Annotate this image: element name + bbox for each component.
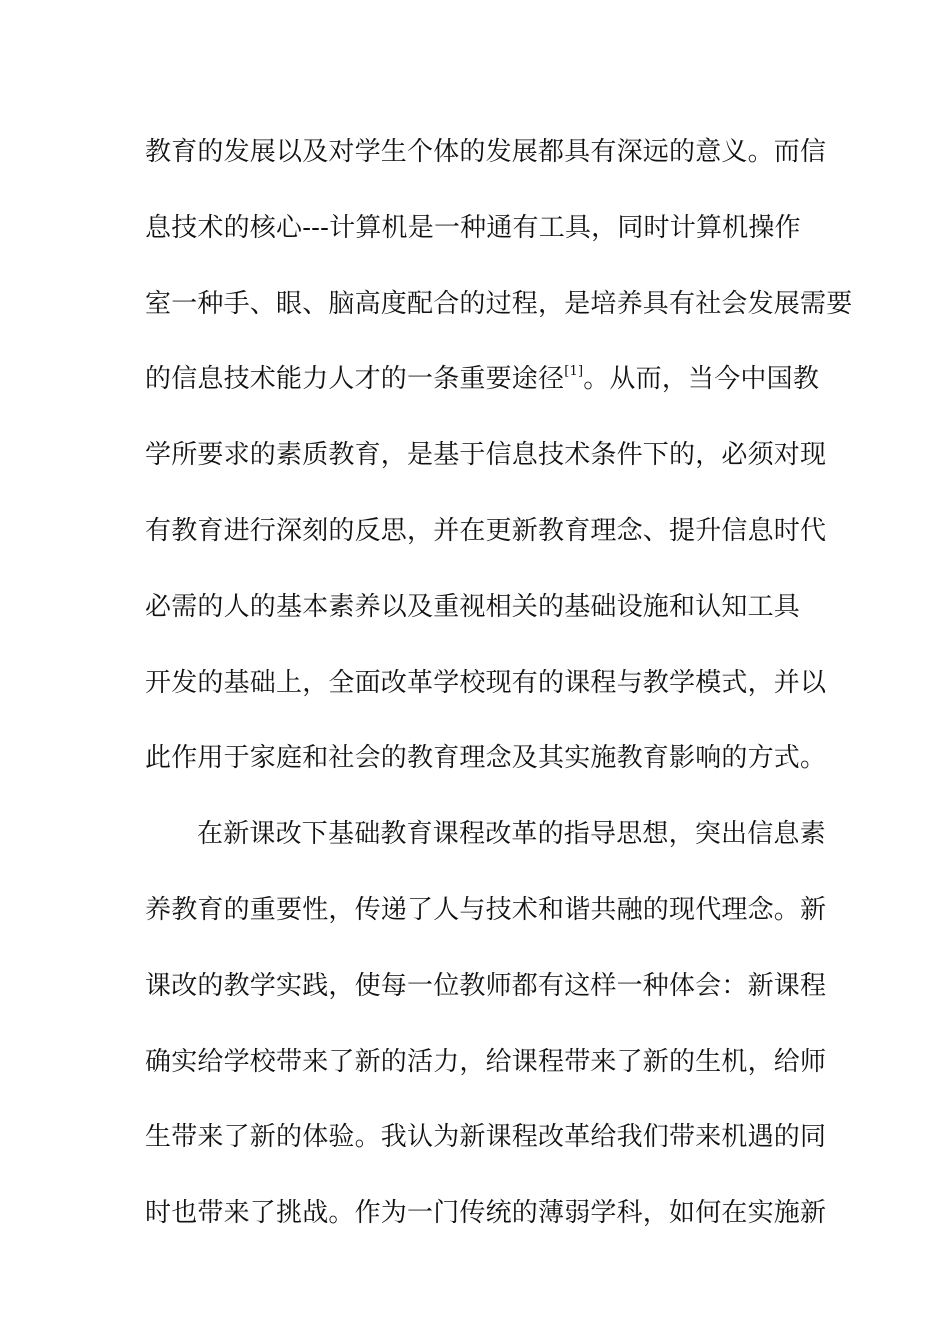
text-line-4-before: 的信息技术能力人才的一条重要途径: [145, 364, 565, 395]
text-line-1: 教育的发展以及对学生个体的发展都具有深远的意义。而信: [145, 137, 827, 167]
text-line-11: 养教育的重要性，传递了人与技术和谐共融的现代理念。新: [145, 894, 827, 925]
text-line-9: 此作用于家庭和社会的教育理念及其实施教育影响的方式。: [145, 743, 827, 774]
text-line-3: 室一种手、眼、脑高度配合的过程，是培养具有社会发展需要: [145, 288, 853, 319]
text-line-4-after: 。从而，当今中国教: [583, 364, 820, 395]
text-line-10: 在新课改下基础教育课程改革的指导思想，突出信息素: [197, 819, 826, 850]
text-line-8: 开发的基础上，全面改革学校现有的课程与教学模式，并以: [145, 667, 827, 698]
body-text: [145, 124, 853, 1261]
text-line-6: 有教育进行深刻的反思，并在更新教育理念、提升信息时代: [145, 515, 827, 546]
text-line-2: 息技术的核心---计算机是一种通有工具，同时计算机操作: [145, 212, 801, 243]
text-line-5: 学所要求的素质教育，是基于信息技术条件下的，必须对现: [145, 440, 827, 471]
text-line-13: 确实给学校带来了新的活力，给课程带来了新的生机，给师: [145, 1046, 827, 1077]
text-line-14: 生带来了新的体验。我认为新课程改革给我们带来机遇的同: [145, 1122, 827, 1153]
citation-marker[interactable]: [1]: [564, 364, 584, 380]
text-line-15: 时也带来了挑战。作为一门传统的薄弱学科，如何在实施新: [145, 1198, 827, 1229]
text-line-7: 必需的人的基本素养以及重视相关的基础设施和认知工具: [145, 591, 801, 622]
text-line-12: 课改的教学实践，使每一位教师都有这样一种体会：新课程: [145, 970, 827, 1001]
text-line-4: [145, 351, 820, 427]
